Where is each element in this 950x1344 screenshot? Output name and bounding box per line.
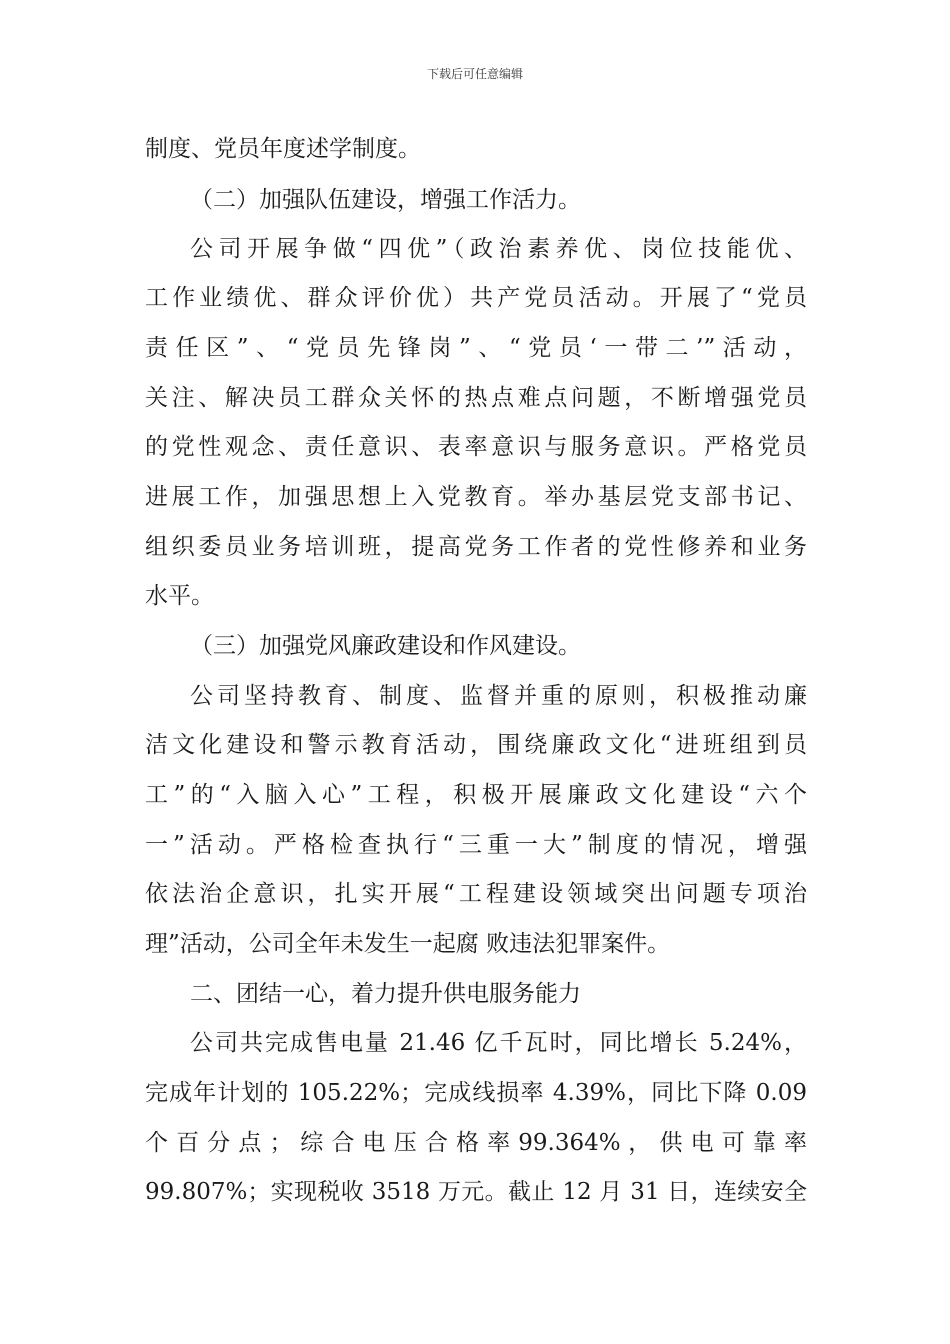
text-line: 公司共完成售电量 21.46 亿千瓦时，同比增长 5.24%， [190, 1030, 807, 1056]
text-line: 依法治企意识，扎实开展“工程建设领域突出问题专项治 [145, 881, 807, 907]
text-line: 制度、党员年度述学制度。 [145, 136, 421, 162]
text-line: 一”活动。严格检查执行“三重一大”制度的情况，增强 [145, 832, 807, 858]
text-line: 99.807%；实现税收 3518 万元。截止 12 月 31 日，连续安全 [145, 1179, 807, 1205]
text-line: 公司坚持教育、制度、监督并重的原则，积极推动廉 [190, 683, 807, 709]
text-line: 责任区”、“党员先锋岗”、“党员‘一带二’”活动， [145, 335, 807, 361]
text-line: 水平。 [145, 583, 214, 609]
text-line: 完成年计划的 105.22%；完成线损率 4.39%，同比下降 0.09 [145, 1080, 807, 1106]
text-line: 的党性观念、责任意识、表率意识与服务意识。严格党员 [145, 434, 807, 460]
text-line: 组织委员业务培训班，提高党务工作者的党性修养和业务 [145, 534, 807, 560]
section-heading: （二）加强队伍建设，增强工作活力。 [190, 187, 581, 213]
section-heading: （三）加强党风廉政建设和作风建设。 [190, 633, 581, 659]
text-line: 工”的“入脑入心”工程，积极开展廉政文化建设“六个 [145, 782, 807, 808]
text-line: 进展工作，加强思想上入党教育。举办基层党支部书记、 [145, 484, 807, 510]
text-line: 公司开展争做“四优”（政治素养优、岗位技能优、 [190, 236, 807, 262]
text-line: 理”活动，公司全年未发生一起腐 败违法犯罪案件。 [145, 931, 671, 957]
text-line: 工作业绩优、群众评价优）共产党员活动。开展了“党员 [145, 285, 807, 311]
page-header: 下载后可任意编辑 [426, 67, 523, 81]
section-heading: 二、团结一心，着力提升供电服务能力 [190, 981, 581, 1007]
text-line: 关注、解决员工群众关怀的热点难点问题，不断增强党员 [145, 385, 807, 411]
text-line: 洁文化建设和警示教育活动，围绕廉政文化“进班组到员 [145, 732, 807, 758]
text-line: 个 百 分 点 ； 综 合 电 压 合 格 率 99.364% ， 供 电 可 靠 率 [145, 1130, 807, 1156]
